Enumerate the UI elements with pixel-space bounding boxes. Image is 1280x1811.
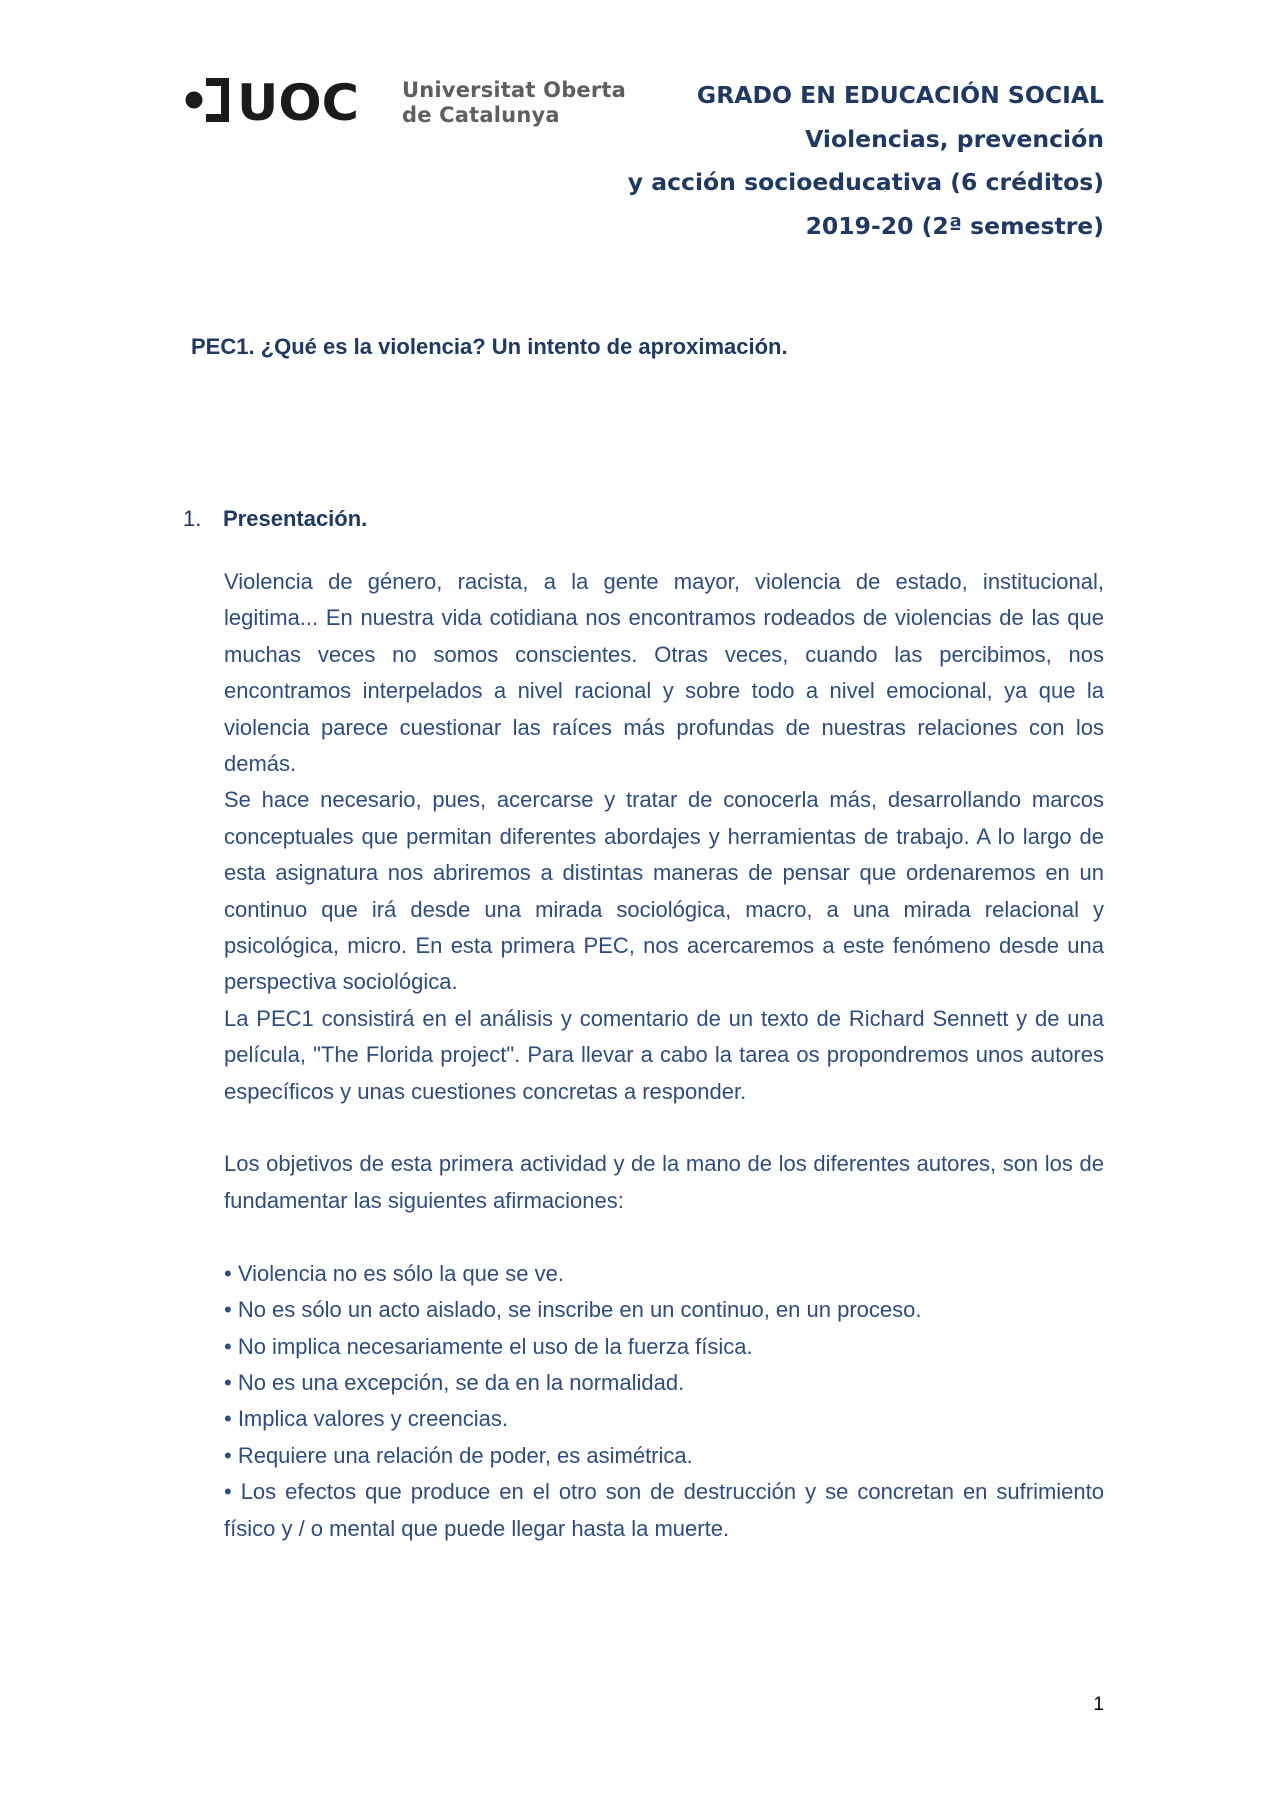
course-info xyxy=(628,74,1104,248)
objectives-list xyxy=(224,1256,1104,1547)
list-item: • No es una excepción, se da en la normalidad. xyxy=(224,1369,685,1395)
list-item: • No implica necesariamente el uso de la fuerza física. xyxy=(224,1333,753,1359)
course-degree: GRADO EN EDUCACIÓN SOCIAL xyxy=(696,81,1104,109)
page-number: 1 xyxy=(1093,1694,1104,1715)
paragraph-pec1: La PEC1 consistirá en el análisis y comentario de un texto de Richard Sennett y de una película, "The Florida project". Para llevar a cabo la tarea os propondremos unos autores específicos y unas cuestiones concretas a responder. xyxy=(224,1005,1104,1104)
document-title: PEC1. ¿Qué es la violencia? Un intento de aproximación. xyxy=(191,334,788,359)
list-item: • Implica valores y creencias. xyxy=(224,1406,509,1432)
section-label: Presentación. xyxy=(223,506,368,531)
uoc-logo-mark xyxy=(185,76,365,124)
section-heading xyxy=(183,506,367,532)
paragraph-intro: Violencia de género, racista, a la gente mayor, violencia de estado, institucional, legitima... En nuestra vida cotidiana nos encontramos rodeados de violencias de las que muchas veces no somos conscientes. Otras veces, cuando las percibimos, nos encontramos interpelados a nivel racional y sobre todo a nivel emocional, ya que la violencia parece cuestionar las raíces más profundas de nuestras relaciones con los demás. xyxy=(224,569,1104,777)
list-item: • No es sólo un acto aislado, se inscribe en un continuo, en un proceso. xyxy=(224,1297,922,1323)
university-name-line2: de Catalunya xyxy=(402,103,560,127)
section-body xyxy=(224,564,1104,1547)
section-number: 1. xyxy=(183,506,202,531)
list-item: • Los efectos que produce en el otro son de destrucción y se concretan en sufrimiento físico y / o mental que puede llegar hasta la muerte. xyxy=(224,1479,1104,1541)
university-name xyxy=(402,78,626,128)
list-item: • Violencia no es sólo la que se ve. xyxy=(224,1260,564,1286)
uoc-logo xyxy=(185,76,365,126)
paragraph-objectives: Los objetivos de esta primera actividad y de la mano de los diferentes autores, son los de fundamentar las siguientes afirmaciones: xyxy=(224,1151,1104,1213)
university-name-line1: Universitat Oberta xyxy=(402,78,627,102)
course-term: 2019-20 (2ª semestre) xyxy=(805,211,1104,240)
paragraph-approach: Se hace necesario, pues, acercarse y tratar de conocerla más, desarrollando marcos conceptuales que permitan diferentes abordajes y herramientas de trabajo. A lo largo de esta asignatura nos abriremos a distintas maneras de pensar que ordenaremos en un continuo que irá desde una mirada sociológica, macro, a una mirada relacional y psicológica, micro. En esta primera PEC, nos acercaremos a este fenómeno desde una perspectiva sociológica. xyxy=(224,787,1104,995)
uoc-logo-text: UOC xyxy=(237,76,359,124)
course-subject-line1: Violencias, prevención xyxy=(805,124,1104,153)
course-subject-line2: y acción socioeducativa (6 créditos) xyxy=(627,168,1104,196)
list-item: • Requiere una relación de poder, es asimétrica. xyxy=(224,1442,693,1468)
